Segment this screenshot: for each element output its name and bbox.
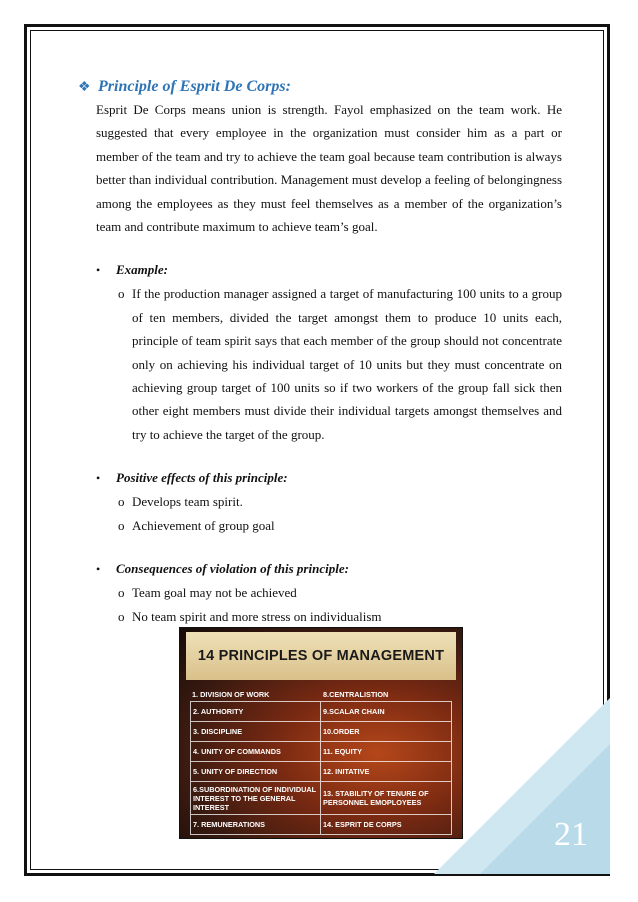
grid-cell: 5. UNITY OF DIRECTION bbox=[190, 762, 321, 781]
bullet-icon: • bbox=[96, 471, 101, 486]
positive-item-text: Achievement of group goal bbox=[132, 517, 275, 533]
sub-bullet-icon: o bbox=[118, 494, 125, 510]
positive-item bbox=[118, 514, 562, 537]
grid-row bbox=[190, 815, 452, 835]
positive-effects-block bbox=[78, 466, 562, 537]
grid-cell: 6.SUBORDINATION OF INDIVIDUAL INTEREST TO THE GENERAL INTEREST bbox=[190, 782, 321, 814]
grid-cell: 9.SCALAR CHAIN bbox=[321, 702, 452, 721]
consequences-bullet bbox=[96, 557, 562, 581]
positive-label: Positive effects of this principle: bbox=[116, 470, 288, 486]
positive-bullet bbox=[96, 466, 562, 490]
positive-item-text: Develops team spirit. bbox=[132, 494, 243, 510]
principles-image bbox=[180, 628, 462, 838]
grid-cell: 13. STABILITY OF TENURE OF PERSONNEL EMOPLOYEES bbox=[321, 782, 452, 814]
document-content bbox=[78, 78, 562, 628]
image-banner bbox=[186, 632, 456, 680]
grid-cell: 14. ESPRIT DE CORPS bbox=[321, 815, 452, 834]
grid-box bbox=[190, 701, 452, 835]
corner-decoration-inner bbox=[480, 744, 610, 874]
grid-row bbox=[190, 687, 452, 701]
sub-bullet-icon: o bbox=[118, 286, 125, 302]
grid-row bbox=[190, 742, 452, 762]
bullet-icon: • bbox=[96, 263, 101, 278]
sub-bullet-icon: o bbox=[118, 517, 125, 533]
section-heading-text: Principle of Esprit De Corps: bbox=[98, 78, 291, 95]
example-bullet bbox=[96, 258, 562, 282]
grid-cell: 12. INITATIVE bbox=[321, 762, 452, 781]
grid-cell: 7. REMUNERATIONS bbox=[190, 815, 321, 834]
grid-row bbox=[190, 782, 452, 815]
grid-cell: 8.CENTRALISTION bbox=[323, 689, 389, 699]
grid-row bbox=[190, 722, 452, 742]
example-block bbox=[78, 258, 562, 446]
principles-grid bbox=[190, 687, 452, 835]
grid-cell: 11. EQUITY bbox=[321, 742, 452, 761]
page-number: 21 bbox=[554, 816, 588, 853]
consequences-item bbox=[118, 605, 562, 628]
grid-cell: 3. DISCIPLINE bbox=[190, 722, 321, 741]
example-item bbox=[118, 282, 562, 446]
grid-row bbox=[190, 702, 452, 722]
consequences-block bbox=[78, 557, 562, 628]
example-label: Example: bbox=[116, 262, 168, 278]
grid-cell: 10.ORDER bbox=[321, 722, 452, 741]
consequences-label: Consequences of violation of this principle: bbox=[116, 561, 349, 577]
diamond-bullet-icon: ❖ bbox=[78, 79, 91, 95]
positive-item bbox=[118, 490, 562, 513]
example-text: If the production manager assigned a target of manufacturing 100 units to a group of ten members, divided the target amongst them to produce 10 units each, principle of team spirit says that each member of the group should not concentrate only on achieving his individual target of 10 units but they must concentrate on achieving group target of 100 units so if two workers of the group fall sick then other eight members must divide their individual targets amongst themselves and try to achieve the target of the group. bbox=[132, 286, 562, 442]
grid-cell: 2. AUTHORITY bbox=[190, 702, 321, 721]
grid-cell: 1. DIVISION OF WORK bbox=[192, 689, 270, 699]
grid-cell: 4. UNITY OF COMMANDS bbox=[190, 742, 321, 761]
consequences-item-text: Team goal may not be achieved bbox=[132, 585, 297, 601]
image-title: 14 PRINCIPLES OF MANAGEMENT bbox=[197, 648, 445, 664]
section-heading bbox=[78, 78, 562, 96]
sub-bullet-icon: o bbox=[118, 608, 125, 624]
consequences-item-text: No team spirit and more stress on individualism bbox=[132, 608, 382, 624]
grid-row bbox=[190, 762, 452, 782]
consequences-item bbox=[118, 581, 562, 604]
sub-bullet-icon: o bbox=[118, 585, 125, 601]
intro-paragraph: Esprit De Corps means union is strength. Fayol emphasized on the team work. He suggested that every employee in the organization must consider him as a part or member of the team and try to achieve the team goal because team contribution is always better than individual contribution. Management must develop a feeling of belongingness among the employees as they must feel themselves as a member of the organization’s team and contribute maximum to achieve team’s goal. bbox=[96, 102, 562, 235]
bullet-icon: • bbox=[96, 562, 101, 577]
